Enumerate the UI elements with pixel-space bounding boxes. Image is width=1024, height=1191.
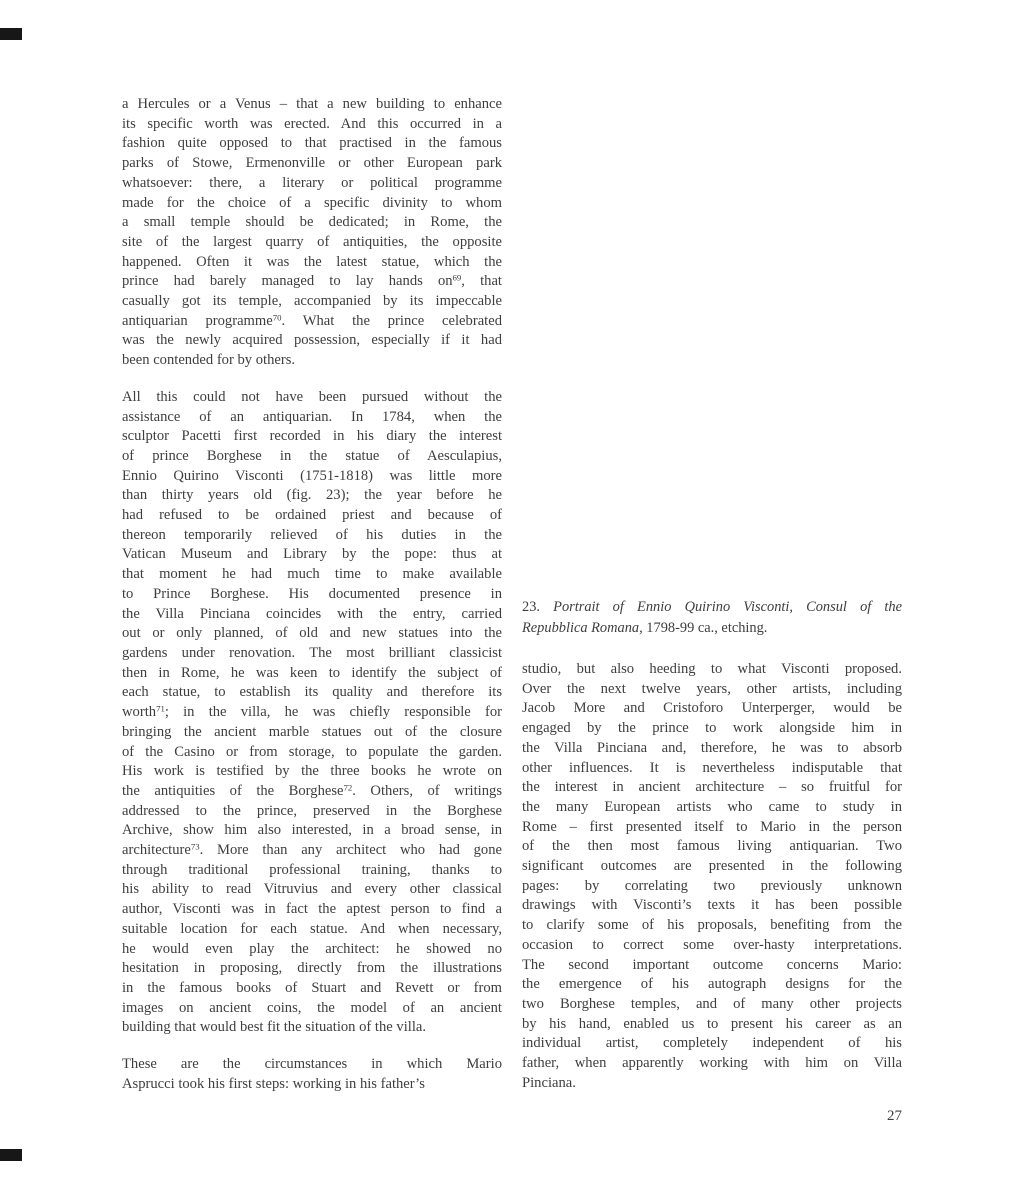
figure-caption bbox=[522, 597, 902, 639]
text-line: hesitation in proposing, directly from the illustrations bbox=[122, 960, 502, 977]
text-line: Rome – first presented itself to Mario in the person bbox=[522, 818, 902, 835]
text-line: been contended for by others. bbox=[122, 352, 296, 369]
caption-text: 23. bbox=[522, 599, 554, 615]
text-line: author, Visconti was in fact the aptest person to find a bbox=[122, 901, 502, 918]
text-line: father, when apparently working with him on Villa bbox=[522, 1055, 902, 1072]
caption-title-italic: Portrait of Ennio Quirino Visconti, Consul of the bbox=[553, 599, 903, 615]
text-line: to clarify some of his proposals, benefiting from the bbox=[522, 917, 902, 934]
footnote-reference: 69 bbox=[452, 272, 462, 283]
text-line: two Borghese temples, and of many other projects bbox=[522, 995, 902, 1012]
paragraph bbox=[122, 388, 502, 1038]
text-line: in the famous books of Stuart and Revett or from bbox=[122, 979, 502, 996]
text-line: its specific worth was erected. And this occurred in a bbox=[122, 115, 502, 132]
text-line: engaged by the prince to work alongside him in bbox=[522, 720, 902, 737]
text-line: Pinciana. bbox=[522, 1074, 576, 1091]
text-line: individual artist, completely independent of his bbox=[522, 1035, 902, 1052]
text-line: studio, but also heeding to what Visconti proposed. bbox=[522, 661, 902, 677]
text-line: of the Casino or from storage, to populate the garden. bbox=[122, 743, 502, 760]
text-line: architecture$^{73}$. More than any architect who had gone bbox=[122, 841, 502, 859]
text-line: assistance of an antiquarian. In 1784, when the bbox=[122, 408, 502, 425]
text-line: then in Rome, he was keen to identify the subject of bbox=[122, 664, 502, 681]
footnote-reference: 72 bbox=[343, 782, 353, 793]
text-line: other influences. It is nevertheless indisputable that bbox=[522, 759, 902, 776]
text-line: pages: by correlating two previously unknown bbox=[522, 877, 902, 894]
text-line: His work is testified by the three books he wrote on bbox=[122, 763, 502, 780]
text-line: Archive, show him also interested, in a broad sense, in bbox=[122, 822, 502, 839]
text-line: gardens under renovation. The most brilliant classicist bbox=[122, 644, 502, 661]
text-line: All this could not have been pursued without the bbox=[122, 388, 502, 405]
footnote-reference: 70 bbox=[272, 312, 282, 323]
text-line: suitable location for each statue. And when necessary, bbox=[122, 920, 502, 937]
text-line: fashion quite opposed to that practised in the famous bbox=[122, 135, 502, 152]
text-line: made for the choice of a specific divinity to whom bbox=[122, 194, 502, 211]
text-line: by his hand, enabled us to present his career as an bbox=[522, 1015, 902, 1032]
page-number: 27 bbox=[887, 1108, 902, 1124]
footnote-reference: 73 bbox=[190, 841, 200, 852]
text-line: Asprucci took his first steps: working in his father’s bbox=[122, 1075, 425, 1092]
caption-text: , 1798-99 ca., etching. bbox=[639, 620, 768, 636]
left-text-column bbox=[122, 95, 502, 1094]
text-line: prince had barely managed to lay hands on$^{69}$, that bbox=[122, 272, 502, 290]
text-line: that moment he had much time to make available bbox=[122, 566, 502, 583]
text-line: the many European artists who came to study in bbox=[522, 798, 902, 815]
text-line: The second important outcome concerns Mario: bbox=[522, 956, 902, 973]
text-line: Ennio Quirino Visconti (1751-1818) was little more bbox=[122, 467, 502, 484]
text-line: had refused to be ordained priest and because of bbox=[122, 507, 502, 524]
right-text-column bbox=[522, 660, 902, 1093]
scan-edge-mark-bottom bbox=[0, 1149, 22, 1161]
text-line: the Villa Pinciana and, therefore, he was to absorb bbox=[522, 739, 902, 756]
text-line: Vatican Museum and Library by the pope: thus at bbox=[122, 546, 502, 563]
text-line: sculptor Pacetti first recorded in his diary the interest bbox=[122, 428, 502, 445]
text-line: bringing the ancient marble statues out of the closure bbox=[122, 723, 502, 740]
text-line: antiquarian programme$^{70}$. What the prince celebrated bbox=[122, 312, 502, 329]
caption-line bbox=[522, 618, 902, 639]
text-line: addressed to the prince, preserved in the Borghese bbox=[122, 802, 502, 819]
text-line: images on ancient coins, the model of an ancient bbox=[122, 999, 502, 1016]
text-line: the interest in ancient architecture – so fruitful for bbox=[522, 779, 902, 796]
text-line: he would even play the architect: he showed no bbox=[122, 940, 502, 957]
text-line: the emergence of his autograph designs for the bbox=[522, 976, 902, 993]
text-line: worth$^{71}$; in the villa, he was chiefly responsible for bbox=[122, 703, 502, 721]
text-line: was the newly acquired possession, especially if it had bbox=[122, 332, 502, 349]
text-line: the antiquities of the Borghese$^{72}$. Others, of writings bbox=[122, 782, 502, 799]
text-line: through traditional professional training, thanks to bbox=[122, 861, 502, 878]
scan-edge-mark-top bbox=[0, 28, 22, 40]
text-line: occasion to correct some over-hasty interpretations. bbox=[522, 936, 902, 953]
text-line: the Villa Pinciana coincides with the entry, carried bbox=[122, 605, 502, 622]
caption-line bbox=[522, 597, 902, 618]
text-line: whatsoever: there, a literary or political programme bbox=[122, 174, 502, 191]
text-line: casually got its temple, accompanied by its impeccable bbox=[122, 293, 502, 310]
text-line: of the then most famous living antiquarian. Two bbox=[522, 838, 902, 855]
text-line: These are the circumstances in which Mario bbox=[122, 1056, 502, 1073]
text-line: drawings with Visconti’s texts it has been possible bbox=[522, 897, 902, 914]
text-line: of prince Borghese in the statue of Aesculapius, bbox=[122, 447, 502, 464]
text-line: to Prince Borghese. His documented presence in bbox=[122, 585, 502, 602]
paragraph bbox=[122, 95, 502, 371]
text-line: significant outcomes are presented in the following bbox=[522, 858, 902, 875]
text-line: site of the largest quarry of antiquities, the opposite bbox=[122, 233, 502, 250]
caption-title-italic: Repubblica Romana bbox=[522, 620, 640, 636]
text-line: happened. Often it was the latest statue, which the bbox=[122, 253, 502, 270]
text-line: his ability to read Vitruvius and every other classical bbox=[122, 881, 502, 898]
text-line: Over the next twelve years, other artists, including bbox=[522, 680, 902, 697]
text-line: Jacob More and Cristoforo Unterperger, would be bbox=[522, 700, 902, 717]
text-line: a Hercules or a Venus – that a new building to enhance bbox=[122, 96, 502, 112]
text-line: than thirty years old (fig. 23); the year before he bbox=[122, 487, 502, 504]
footnote-reference: 71 bbox=[156, 703, 165, 714]
text-line: each statue, to establish its quality and therefore its bbox=[122, 684, 502, 701]
text-line: building that would best fit the situation of the villa. bbox=[122, 1019, 426, 1036]
paragraph bbox=[122, 1055, 502, 1094]
text-line: parks of Stowe, Ermenonville or other European park bbox=[122, 155, 502, 172]
text-line: out or only planned, of old and new statues into the bbox=[122, 625, 502, 642]
text-line: thereon temporarily relieved of his duties in the bbox=[122, 526, 502, 543]
text-line: a small temple should be dedicated; in Rome, the bbox=[122, 214, 502, 231]
paragraph bbox=[522, 660, 902, 1093]
